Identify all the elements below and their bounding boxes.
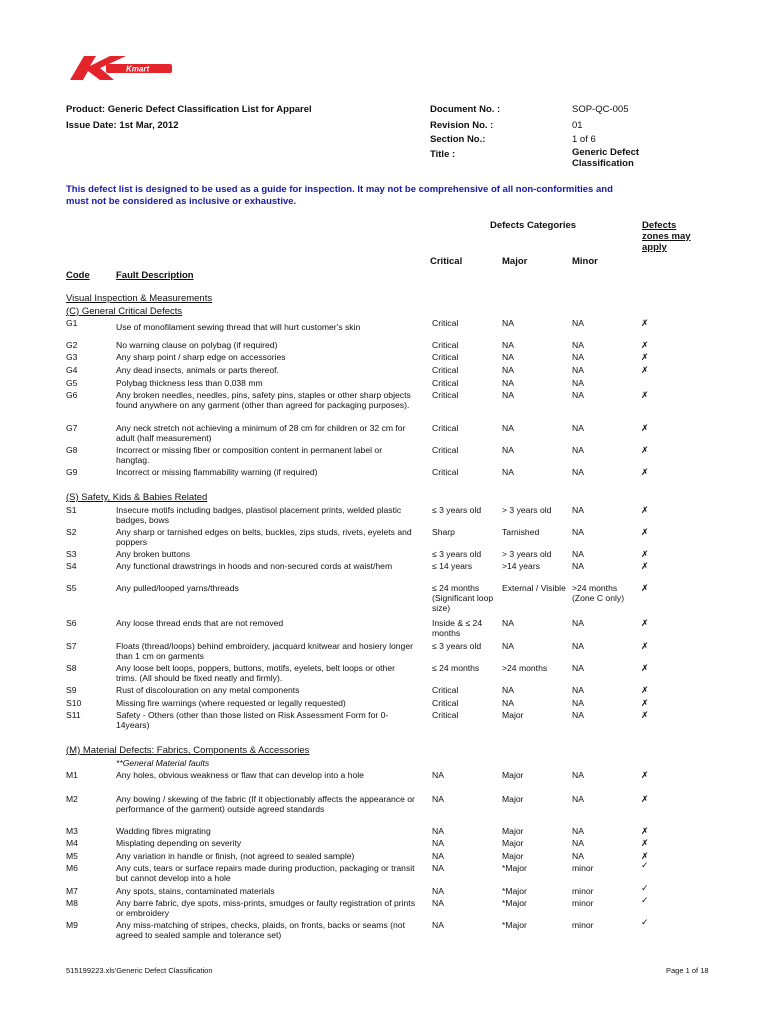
zone-mark-icon: ✗	[641, 527, 649, 537]
row-description: Incorrect or missing flammability warning (if required)	[116, 467, 318, 477]
row-critical: Critical	[432, 340, 459, 350]
kmart-logo	[66, 52, 176, 82]
zone-mark-icon: ✗	[641, 390, 649, 400]
row-major: NA	[502, 352, 514, 362]
row-code: G9	[66, 467, 78, 477]
row-description: Missing fire warnings (where requested or legally requested)	[116, 698, 346, 708]
row-description: Safety - Others (other than those listed on Risk Assessment Form for 0-14years)	[116, 710, 389, 730]
row-description: Any broken buttons	[116, 549, 191, 559]
row-critical: NA	[432, 851, 444, 861]
row-code: G1	[66, 318, 78, 328]
section-safety: (S) Safety, Kids & Babies Related	[66, 492, 208, 503]
row-minor: NA	[572, 838, 584, 848]
zone-mark-icon: ✗	[641, 838, 649, 848]
row-major: NA	[502, 318, 514, 328]
row-critical: ≤ 3 years old	[432, 549, 482, 559]
title-label: Title :	[430, 149, 456, 160]
zone-mark-icon: ✗	[641, 423, 649, 433]
zone-check-icon: ✓	[641, 883, 649, 893]
row-code: G5	[66, 378, 78, 388]
row-major: NA	[502, 378, 514, 388]
intro-line-1: This defect list is designed to be used as a guide for inspection. It may not be comprehensive of all non-conformities and	[66, 184, 613, 195]
row-critical: Critical	[432, 685, 459, 695]
row-minor: NA	[572, 618, 584, 628]
row-critical: NA	[432, 898, 444, 908]
row-description: Polybag thickness less than 0.038 mm	[116, 378, 263, 388]
row-minor: NA	[572, 505, 584, 515]
row-minor: NA	[572, 826, 584, 836]
row-description: No warning clause on polybag (if required)	[116, 340, 278, 350]
row-critical: Critical	[432, 390, 459, 400]
row-critical: NA	[432, 863, 444, 873]
zone-mark-icon: ✗	[641, 583, 649, 593]
major-heading: Major	[502, 256, 528, 267]
row-major: NA	[502, 365, 514, 375]
row-major: > 3 years old	[502, 549, 552, 559]
product-label: Product: Generic Defect Classification List for Apparel	[66, 104, 312, 115]
zone-mark-icon: ✗	[641, 352, 649, 362]
intro-line-2: must not be considered as inclusive or exhaustive.	[66, 196, 297, 207]
row-critical: Critical	[432, 467, 459, 477]
row-critical: ≤ 24 months	[432, 663, 480, 673]
row-critical: Sharp	[432, 527, 455, 537]
section-general-critical: (C) General Critical Defects	[66, 306, 183, 317]
rev-label: Revision No. :	[430, 120, 494, 131]
row-description: Any broken needles, needles, pins, safety pins, staples or other sharp objects found anywhere on any garment (other than agreed for packaging purposes).	[116, 390, 411, 410]
row-minor: NA	[572, 794, 584, 804]
zone-mark-icon: ✗	[641, 340, 649, 350]
row-minor: NA	[572, 318, 584, 328]
row-minor: minor	[572, 863, 594, 873]
row-critical: Critical	[432, 445, 459, 455]
row-minor: NA	[572, 378, 584, 388]
row-minor: NA	[572, 685, 584, 695]
row-minor: >24 months (Zone C only)	[572, 583, 625, 603]
row-description: Any barre fabric, dye spots, miss-prints, smudges or faulty registration of prints or embroidery	[116, 898, 415, 918]
row-minor: NA	[572, 365, 584, 375]
row-description: Any holes, obvious weakness or flaw that can develop into a hole	[116, 770, 364, 780]
intro-text	[66, 184, 666, 208]
section-material: (M) Material Defects: Fabrics, Components & Accessories	[66, 745, 310, 756]
zone-mark-icon: ✗	[641, 445, 649, 455]
row-critical: Inside & ≤ 24 months	[432, 618, 483, 638]
code-heading: Code	[66, 270, 90, 281]
title-value-line2: Classification	[572, 158, 634, 169]
zone-mark-icon: ✗	[641, 641, 649, 651]
zone-mark-icon: ✗	[641, 663, 649, 673]
row-code: S2	[66, 527, 77, 537]
row-code: S6	[66, 618, 77, 628]
zone-mark-icon: ✗	[641, 710, 649, 720]
row-description: Floats (thread/loops) behind embroidery, jacquard knitwear and hosiery longer than 1 cm on garments	[116, 641, 413, 661]
row-code: G6	[66, 390, 78, 400]
row-minor: NA	[572, 527, 584, 537]
row-description: Any loose belt loops, poppers, buttons, motifs, eyelets, belt loops or other trims. (All should be fixed neatly and firmly).	[116, 663, 395, 683]
row-description: Wadding fibres migrating	[116, 826, 211, 836]
row-critical: NA	[432, 826, 444, 836]
title-value-line1: Generic Defect	[572, 147, 640, 158]
zone-mark-icon: ✗	[641, 685, 649, 695]
zone-mark-icon: ✗	[641, 618, 649, 628]
zones-heading-line3: apply	[642, 242, 667, 253]
row-critical: Critical	[432, 378, 459, 388]
row-critical: NA	[432, 794, 444, 804]
row-major: External / Visible	[502, 583, 566, 593]
row-description: Any bowing / skewing of the fabric (If it objectionably affects the appearance or performance of the garment) outside agreed standards	[116, 794, 415, 814]
section-general-material: **General Material faults	[116, 758, 210, 768]
section-label: Section No.:	[430, 134, 486, 145]
row-minor: NA	[572, 641, 584, 651]
row-minor: NA	[572, 851, 584, 861]
row-major: *Major	[502, 886, 527, 896]
row-major: NA	[502, 340, 514, 350]
row-code: M5	[66, 851, 78, 861]
row-code: G8	[66, 445, 78, 455]
row-description: Any sharp or tarnished edges on belts, buckles, zips studs, rivets, eyelets and poppers	[116, 527, 412, 547]
row-major: *Major	[502, 898, 527, 908]
footer-filename: 515199223.xls'Generic Defect Classification	[66, 966, 213, 975]
row-description: Any functional drawstrings in hoods and non-secured cords at waist/hem	[116, 561, 393, 571]
logo-text: Kmart	[126, 64, 150, 74]
row-critical: NA	[432, 770, 444, 780]
row-critical: Critical	[432, 423, 459, 433]
zone-mark-icon: ✗	[641, 467, 649, 477]
row-major: NA	[502, 467, 514, 477]
row-code: M6	[66, 863, 78, 873]
row-critical: ≤ 24 months (Significant loop size)	[432, 583, 494, 613]
zone-mark-icon: ✗	[641, 505, 649, 515]
row-description: Any loose thread ends that are not removed	[116, 618, 284, 628]
row-major: *Major	[502, 863, 527, 873]
zones-heading	[642, 220, 691, 253]
row-minor: NA	[572, 549, 584, 559]
row-minor: NA	[572, 710, 584, 720]
row-critical: NA	[432, 886, 444, 896]
row-minor: NA	[572, 390, 584, 400]
section-visual-inspection: Visual Inspection & Measurements	[66, 293, 213, 304]
row-major: > 3 years old	[502, 505, 552, 515]
row-major: Tarnished	[502, 527, 540, 537]
row-code: G4	[66, 365, 78, 375]
defects-categories-heading: Defects Categories	[490, 220, 577, 231]
zone-check-icon: ✓	[641, 917, 649, 927]
minor-heading: Minor	[572, 256, 598, 267]
row-major: Major	[502, 826, 524, 836]
row-code: M9	[66, 920, 78, 930]
row-code: M3	[66, 826, 78, 836]
row-description: Insecure motifs including badges, plastisol placement prints, welded plastic badges, bows	[116, 505, 402, 525]
row-description: Use of monofilament sewing thread that will hurt customer's skin	[116, 322, 361, 332]
row-description: Any variation in handle or finish, (not agreed to sealed sample)	[116, 851, 355, 861]
row-critical: ≤ 3 years old	[432, 505, 482, 515]
row-code: G7	[66, 423, 78, 433]
row-description: Incorrect or missing fiber or composition content in permanent label or hangtag.	[116, 445, 383, 465]
row-description: Any dead insects, animals or parts thereof.	[116, 365, 279, 375]
row-minor: minor	[572, 920, 594, 930]
zone-mark-icon: ✗	[641, 794, 649, 804]
row-code: S1	[66, 505, 77, 515]
row-major: Major	[502, 710, 524, 720]
row-critical: ≤ 14 years	[432, 561, 473, 571]
zone-check-icon: ✓	[641, 860, 649, 870]
zone-mark-icon: ✗	[641, 826, 649, 836]
row-minor: minor	[572, 898, 594, 908]
row-code: G2	[66, 340, 78, 350]
zone-mark-icon: ✗	[641, 851, 649, 861]
row-description: Misplating depending on severity	[116, 838, 242, 848]
zone-mark-icon: ✗	[641, 698, 649, 708]
zone-mark-icon: ✗	[641, 318, 649, 328]
row-code: M7	[66, 886, 78, 896]
issue-date: Issue Date: 1st Mar, 2012	[66, 120, 179, 131]
row-major: Major	[502, 838, 524, 848]
row-code: S3	[66, 549, 77, 559]
row-major: NA	[502, 390, 514, 400]
row-major: Major	[502, 794, 524, 804]
zone-mark-icon: ✗	[641, 770, 649, 780]
row-major: *Major	[502, 920, 527, 930]
row-minor: NA	[572, 663, 584, 673]
row-code: G3	[66, 352, 78, 362]
critical-heading: Critical	[430, 256, 463, 267]
row-major: NA	[502, 641, 514, 651]
row-minor: minor	[572, 886, 594, 896]
doc-no-value: SOP-QC-005	[572, 104, 629, 115]
row-major: NA	[502, 445, 514, 455]
row-critical: Critical	[432, 318, 459, 328]
row-code: M1	[66, 770, 78, 780]
row-minor: NA	[572, 467, 584, 477]
row-major: Major	[502, 770, 524, 780]
row-minor: NA	[572, 352, 584, 362]
row-minor: NA	[572, 445, 584, 455]
row-critical: NA	[432, 838, 444, 848]
row-critical: Critical	[432, 698, 459, 708]
row-description: Any pulled/looped yarns/threads	[116, 583, 239, 593]
row-major: >24 months	[502, 663, 548, 673]
row-code: S7	[66, 641, 77, 651]
row-critical: Critical	[432, 365, 459, 375]
footer-page-number: Page 1 of 18	[666, 966, 709, 975]
row-critical: NA	[432, 920, 444, 930]
row-code: M2	[66, 794, 78, 804]
rev-value: 01	[572, 120, 583, 131]
row-description: Any cuts, tears or surface repairs made during production, packaging or transit but cannot develop into a hole	[116, 863, 415, 883]
row-code: S11	[66, 710, 81, 720]
row-minor: NA	[572, 561, 584, 571]
doc-no-label: Document No. :	[430, 104, 501, 115]
row-major: >14 years	[502, 561, 540, 571]
zones-heading-line1: Defects	[642, 220, 677, 231]
row-critical: Critical	[432, 710, 459, 720]
row-minor: NA	[572, 423, 584, 433]
row-code: S8	[66, 663, 77, 673]
row-description: Rust of discolouration on any metal components	[116, 685, 300, 695]
zone-check-icon: ✓	[641, 895, 649, 905]
row-code: S10	[66, 698, 82, 708]
zones-heading-line2: zones may	[642, 231, 691, 242]
zone-mark-icon: ✗	[641, 365, 649, 375]
row-major: NA	[502, 618, 514, 628]
row-code: S9	[66, 685, 77, 695]
zone-mark-icon: ✗	[641, 549, 649, 559]
row-major: NA	[502, 423, 514, 433]
row-code: M8	[66, 898, 78, 908]
row-description: Any miss-matching of stripes, checks, plaids, on fronts, backs or seams (not agreed to sealed sample and tolerance set)	[116, 920, 405, 940]
row-description: Any sharp point / sharp edge on accessories	[116, 352, 286, 362]
fault-heading: Fault Description	[116, 270, 194, 281]
row-major: NA	[502, 698, 514, 708]
row-minor: NA	[572, 340, 584, 350]
row-code: M4	[66, 838, 78, 848]
row-major: Major	[502, 851, 524, 861]
row-description: Any neck stretch not achieving a minimum of 28 cm for children or 32 cm for adult (half measurement)	[116, 423, 406, 443]
row-minor: NA	[572, 770, 584, 780]
row-critical: Critical	[432, 352, 459, 362]
row-code: S5	[66, 583, 77, 593]
row-description: Any spots, stains, contaminated materials	[116, 886, 275, 896]
row-minor: NA	[572, 698, 584, 708]
row-critical: ≤ 3 years old	[432, 641, 482, 651]
zone-mark-icon: ✗	[641, 561, 649, 571]
row-code: S4	[66, 561, 77, 571]
row-major: NA	[502, 685, 514, 695]
section-value: 1 of 6	[572, 134, 596, 145]
